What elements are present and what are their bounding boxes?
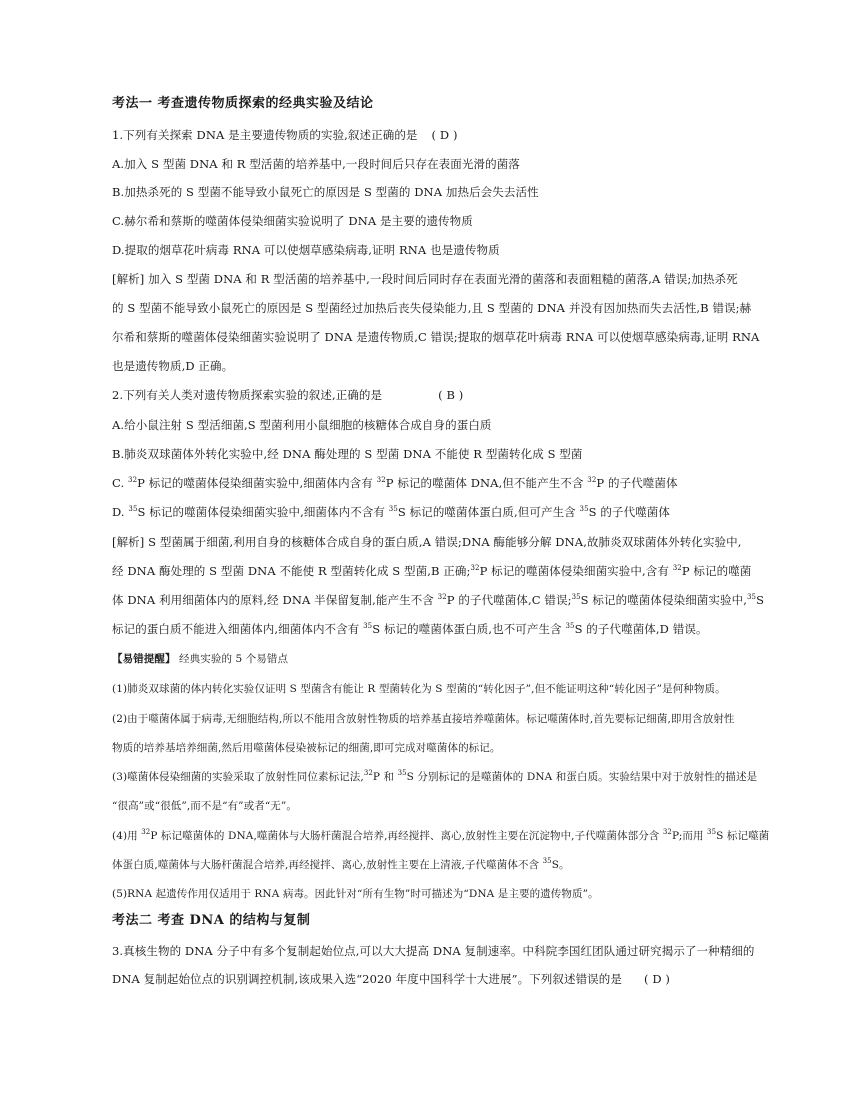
tip-5: (5)RNA 起遗传作用仅适用于 RNA 病毒。因此针对“所有生物”时可描述为“DNA 是主要的遗传物质”。 <box>112 888 599 900</box>
text-run: P 的子代噬菌体,C 错误; <box>446 593 572 607</box>
question-2-analysis-line-2 <box>112 564 751 578</box>
text-run: P 标记噬菌体的 DNA,噬菌体与大肠杆菌混合培养,再经搅拌、离心,放射性主要在沉淀物中,子代噬菌体部分含 <box>150 830 663 842</box>
text-run: S 标记的噬菌体蛋白质,也不可产生含 <box>372 622 566 636</box>
question-2-analysis-line-3 <box>112 593 764 607</box>
question-2-analysis-line-4 <box>112 622 708 636</box>
question-2-text: 2.下列有关人类对遗传物质探索实验的叙述,正确的是 <box>112 388 383 402</box>
tips-title-text: 经典实验的 5 个易错点 <box>175 653 289 665</box>
text-run: S <box>756 593 765 607</box>
text-run: (4)用 <box>112 830 142 842</box>
text-run: P 的子代噬菌体 <box>596 476 678 490</box>
question-3-line-2 <box>112 972 670 986</box>
question-1-text: 1.下列有关探索 DNA 是主要遗传物质的实验,叙述正确的是 <box>112 128 418 142</box>
question-1-analysis-line-4: 也是遗传物质,D 正确。 <box>112 359 234 373</box>
text-run: P 标记的噬菌 <box>681 564 752 578</box>
isotope-superscript: 32 <box>662 828 672 836</box>
question-2-option-d <box>112 505 670 519</box>
question-2-option-b: B.肺炎双球菌体外转化实验中,经 DNA 酶处理的 S 型菌 DNA 不能使 R 型菌转化成 S 型菌 <box>112 447 583 461</box>
tip-3-line-1 <box>112 770 757 784</box>
isotope-superscript: 35 <box>397 769 407 777</box>
tip-2-line-1: (2)由于噬菌体属于病毒,无细胞结构,所以不能用含放射性物质的培养基直接培养噬菌体。标记噬菌体时,首先要标记细菌,即用含放射性 <box>112 713 735 725</box>
text-run: 体蛋白质,噬菌体与大肠杆菌混合培养,再经搅拌、离心,放射性主要在上清液,子代噬菌体不含 <box>112 859 543 871</box>
question-1-stem <box>112 128 458 142</box>
tips-tag: 【易错提醒】 <box>112 653 176 665</box>
question-3-answer: ( D ) <box>643 972 670 986</box>
text-run: S 标记的噬菌体侵染细菌实验中, <box>580 593 747 607</box>
isotope-superscript: 35 <box>388 505 398 513</box>
question-1-option-b: B.加热杀死的 S 型菌不能导致小鼠死亡的原因是 S 型菌的 DNA 加热后会失去活性 <box>112 185 539 199</box>
isotope-superscript: 35 <box>363 622 373 630</box>
question-2-answer: ( B ) <box>438 388 464 402</box>
text-run: S 分别标记的是噬菌体的 DNA 和蛋白质。实验结果中对于放射性的描述是 <box>406 771 758 783</box>
isotope-superscript: 35 <box>128 505 138 513</box>
text-run: (3)噬菌体侵染细菌的实验采取了放射性同位素标记法, <box>112 771 364 783</box>
isotope-superscript: 35 <box>746 593 757 601</box>
isotope-superscript: 32 <box>363 769 373 777</box>
isotope-superscript: 35 <box>579 505 589 513</box>
text-run: C. <box>112 476 129 490</box>
text-run: P 标记的噬菌体侵染细菌实验中,细菌体内含有 <box>137 476 377 490</box>
isotope-superscript: 35 <box>542 857 552 865</box>
tip-1: (1)肺炎双球菌的体内转化实验仅证明 S 型菌含有能让 R 型菌转化为 S 型菌的“转化因子”,但不能证明这种“转化因子”是何种物质。 <box>112 683 726 695</box>
text-run: S。 <box>551 859 570 871</box>
question-1-analysis-line-3: 尔希和蔡斯的噬菌体侵染细菌实验说明了 DNA 是遗传物质,C 错误;提取的烟草花叶病毒 RNA 可以使烟草感染病毒,证明 RNA <box>112 330 760 344</box>
question-1-option-c: C.赫尔希和蔡斯的噬菌体侵染细菌实验说明了 DNA 是主要的遗传物质 <box>112 214 473 228</box>
isotope-superscript: 35 <box>571 593 581 601</box>
isotope-superscript: 32 <box>587 476 597 484</box>
text-run: S 的子代噬菌体 <box>588 505 670 519</box>
question-3-text: DNA 复制起始位点的识别调控机制,该成果入选“2020 年度中国科学十大进展”。下列叙述错误的是 <box>112 972 622 986</box>
text-run: S 标记的噬菌体蛋白质,但可产生含 <box>397 505 580 519</box>
question-1-analysis-line-1: [解析] 加入 S 型菌 DNA 和 R 型活菌的培养基中,一段时间后同时存在表面光滑的菌落和表面粗糙的菌落,A 错误;加热杀死 <box>112 272 738 286</box>
section-heading-1: 考法一 考查遗传物质探索的经典实验及结论 <box>112 96 374 111</box>
question-1-analysis-line-2: 的 S 型菌不能导致小鼠死亡的原因是 S 型菌经过加热后丧失侵染能力,且 S 型菌的 DNA 并没有因加热而失去活性,B 错误;赫 <box>112 301 752 315</box>
question-1-option-a: A.加入 S 型菌 DNA 和 R 型活菌的培养基中,一段时间后只存在表面光滑的菌落 <box>112 157 520 171</box>
text-run: P;而用 <box>671 830 708 842</box>
isotope-superscript: 32 <box>470 564 480 572</box>
isotope-superscript: 32 <box>141 828 151 836</box>
isotope-superscript: 32 <box>376 476 386 484</box>
tips-title <box>112 652 288 666</box>
isotope-superscript: 32 <box>672 564 682 572</box>
text-run: S 标记的噬菌体侵染细菌实验中,细菌体内不含有 <box>137 505 389 519</box>
isotope-superscript: 35 <box>565 622 575 630</box>
text-run: S 的子代噬菌体,D 错误。 <box>574 622 708 636</box>
tip-4-line-2 <box>112 858 570 872</box>
isotope-superscript: 32 <box>128 476 138 484</box>
question-2-option-c <box>112 476 678 490</box>
text-run: P 标记的噬菌体 DNA,但不能产生不含 <box>385 476 588 490</box>
text-run: P 和 <box>372 771 398 783</box>
isotope-superscript: 35 <box>707 828 717 836</box>
text-run: P 标记的噬菌体侵染细菌实验中,含有 <box>479 564 673 578</box>
text-run: 标记的蛋白质不能进入细菌体内,细菌体内不含有 <box>112 622 364 636</box>
tip-3-line-2: “很高”或“很低”,而不是“有”或者“无”。 <box>112 800 297 812</box>
section-heading-2: 考法二 考查 DNA 的结构与复制 <box>112 913 311 928</box>
question-2-option-a: A.给小鼠注射 S 型活细菌,S 型菌利用小鼠细胞的核糖体合成自身的蛋白质 <box>112 418 492 432</box>
text-run: S 标记噬菌 <box>716 830 770 842</box>
text-run: 体 DNA 利用细菌体内的原料,经 DNA 半保留复制,能产生不含 <box>112 593 438 607</box>
question-3-line-1: 3.真核生物的 DNA 分子中有多个复制起始位点,可以大大提高 DNA 复制速率。中科院李国红团队通过研究揭示了一种精细的 <box>112 944 755 958</box>
question-1-option-d: D.提取的烟草花叶病毒 RNA 可以使烟草感染病毒,证明 RNA 也是遗传物质 <box>112 243 500 257</box>
text-run: D. <box>112 505 129 519</box>
text-run: 经 DNA 酶处理的 S 型菌 DNA 不能使 R 型菌转化成 S 型菌,B 正确; <box>112 564 471 578</box>
isotope-superscript: 32 <box>437 593 447 601</box>
question-2-stem <box>112 388 463 402</box>
question-2-analysis-line-1: [解析] S 型菌属于细菌,利用自身的核糖体合成自身的蛋白质,A 错误;DNA 酶能够分解 DNA,故肺炎双球菌体外转化实验中, <box>112 535 742 549</box>
tip-2-line-2: 物质的培养基培养细菌,然后用噬菌体侵染被标记的细菌,即可完成对噬菌体的标记。 <box>112 742 501 754</box>
tip-4-line-1 <box>112 829 769 843</box>
question-1-answer: ( D ) <box>431 128 458 142</box>
